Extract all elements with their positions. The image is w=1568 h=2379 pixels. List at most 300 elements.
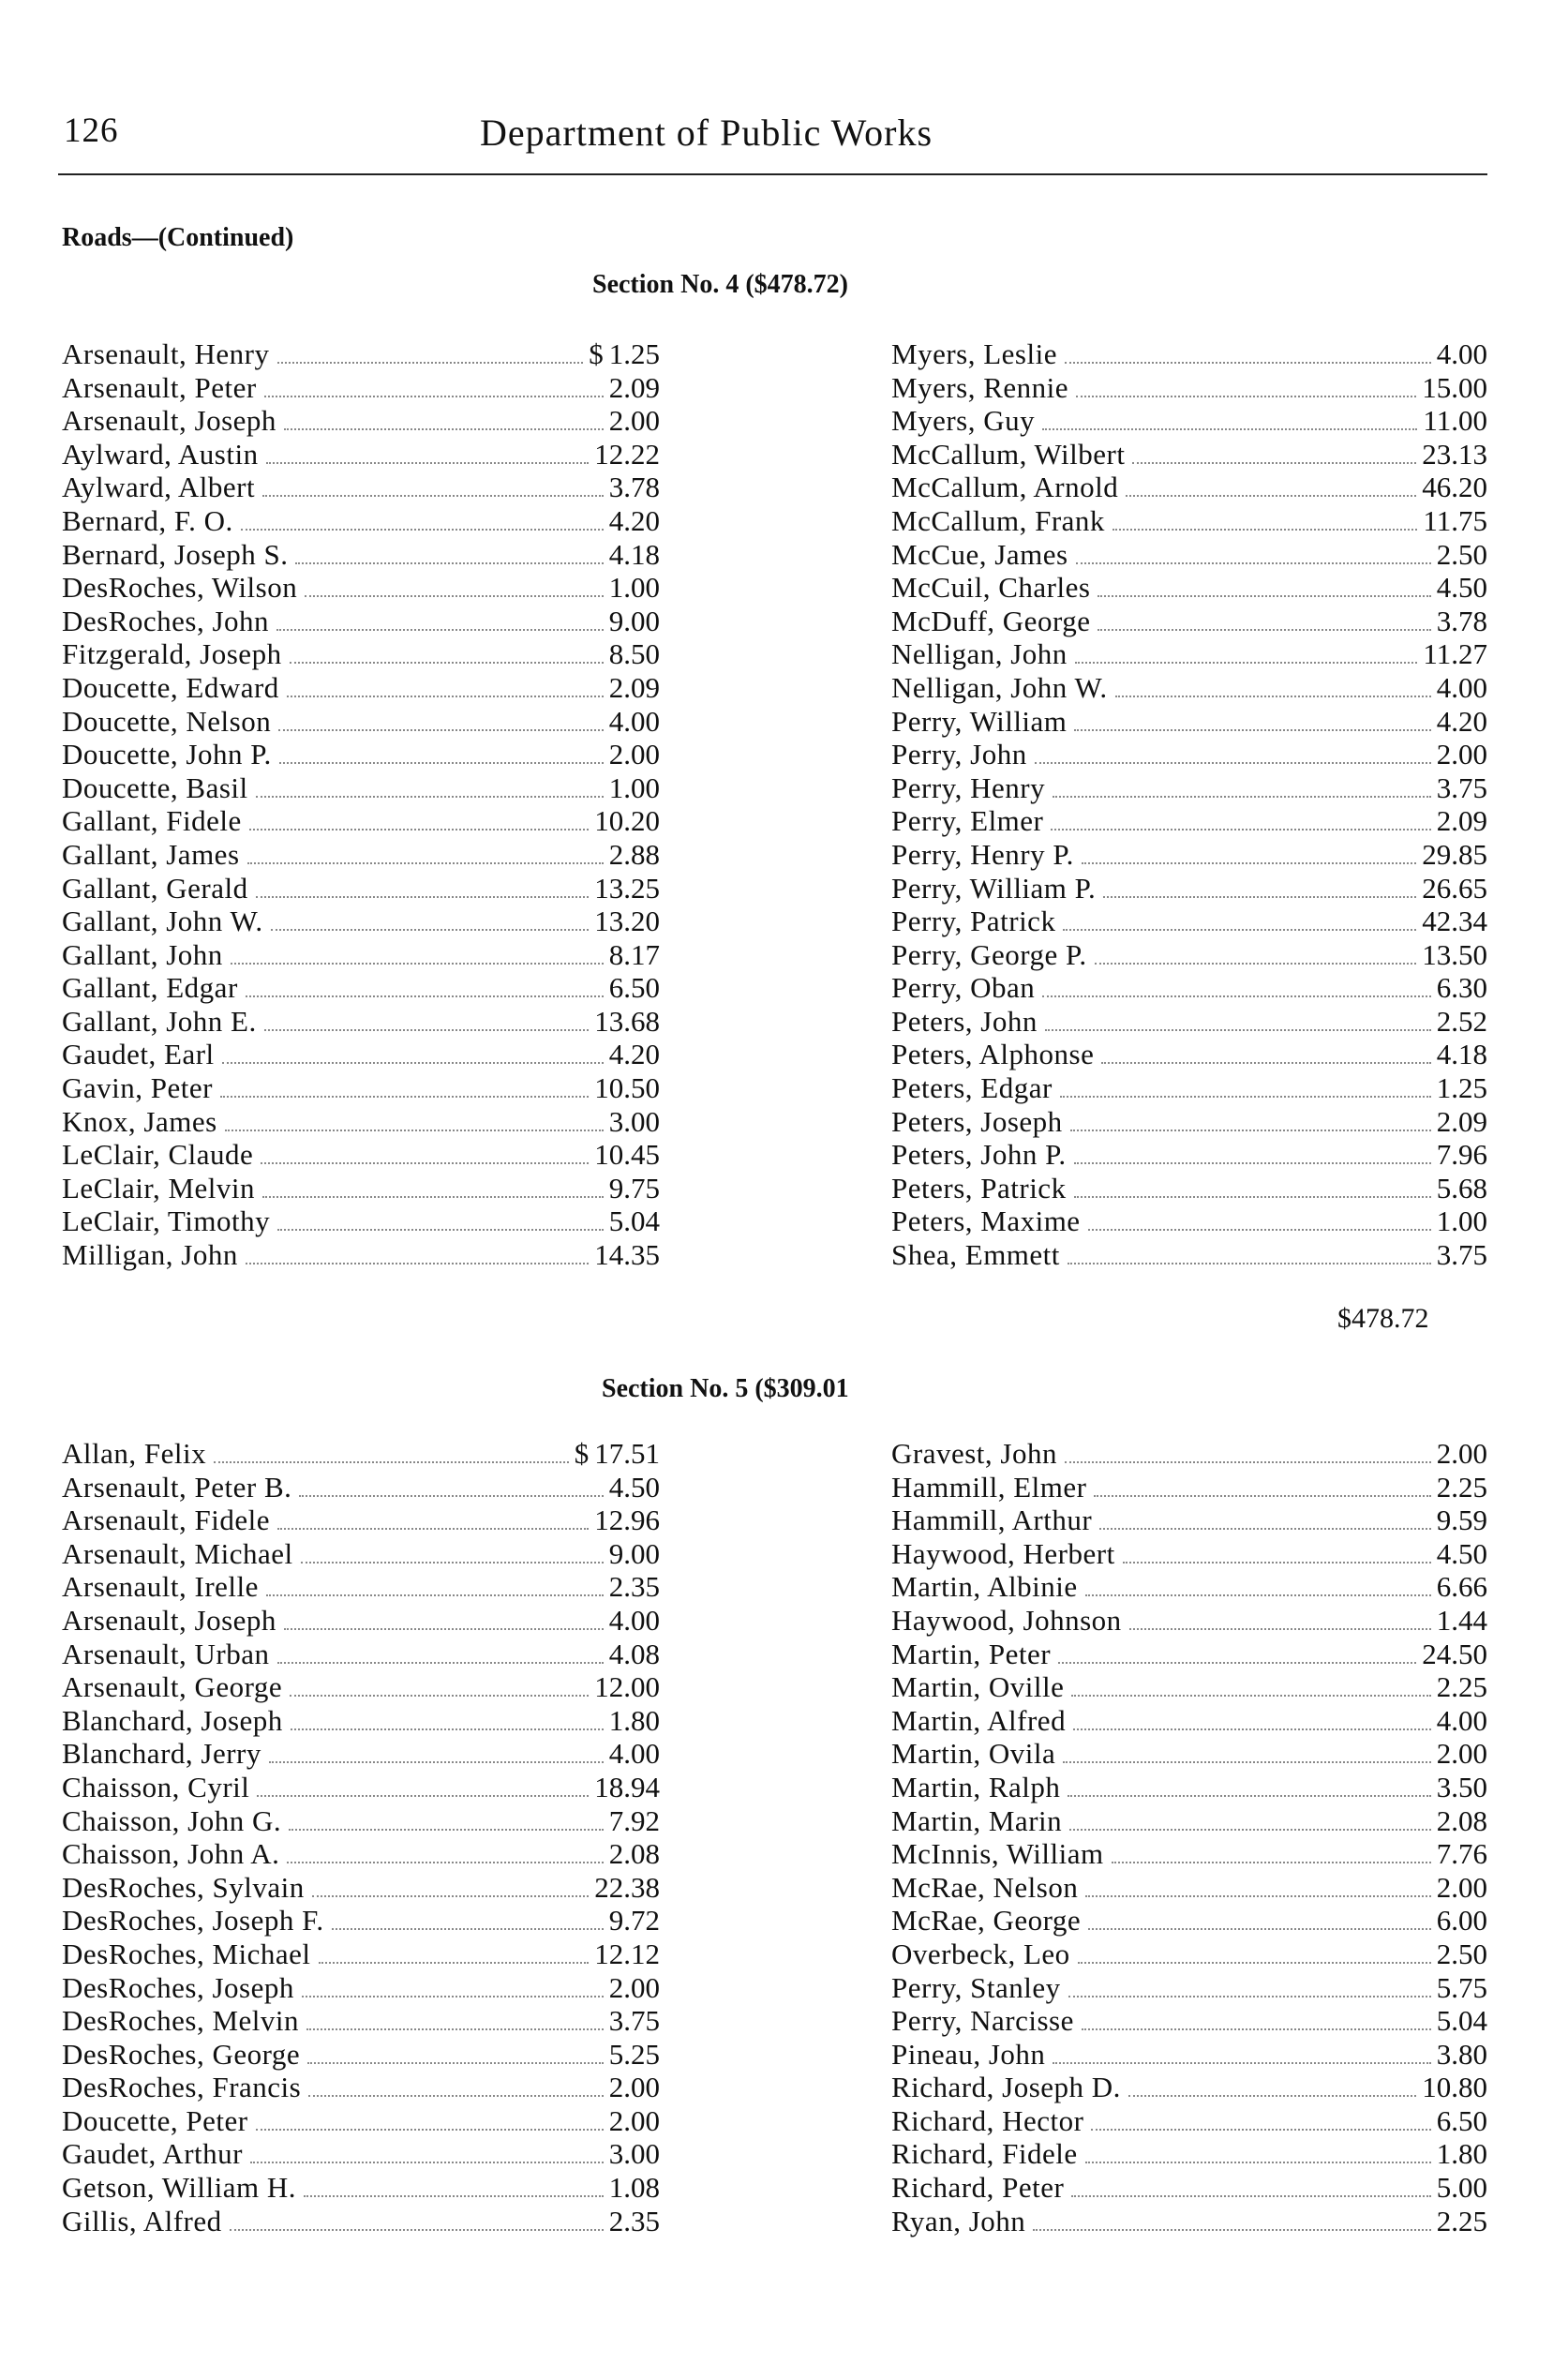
ledger-row [891, 504, 1487, 538]
dot-leader [250, 2162, 604, 2163]
dot-leader [256, 796, 604, 798]
dot-leader [1053, 2062, 1430, 2064]
ledger-row [891, 1704, 1487, 1738]
dot-leader [319, 1962, 590, 1964]
payment-amount: 2.35 [608, 1570, 660, 1604]
dot-leader [246, 995, 604, 997]
dot-leader [308, 2095, 604, 2097]
ledger-row [891, 1105, 1487, 1139]
payee-name: Martin, Oville [891, 1670, 1065, 1704]
payee-name: Gaudet, Earl [62, 1038, 215, 1071]
dot-leader [1068, 1795, 1430, 1797]
payee-name: Perry, William P. [891, 871, 1097, 905]
ledger-row [62, 504, 660, 538]
ledger-row [62, 1038, 660, 1071]
payee-name: Arsenault, Fidele [62, 1504, 271, 1537]
dot-leader [1068, 1263, 1431, 1264]
payment-amount: 3.00 [608, 2137, 660, 2171]
ledger-row [62, 1437, 660, 1471]
dot-leader [1098, 595, 1430, 597]
payee-name: Martin, Marin [891, 1803, 1063, 1837]
payment-amount: 29.85 [1422, 837, 1487, 871]
dot-leader [1076, 562, 1431, 564]
ledger-row [891, 538, 1487, 572]
payment-amount: 1.00 [608, 771, 660, 804]
dot-leader [1045, 1029, 1431, 1031]
ledger-row [62, 1471, 660, 1504]
dot-leader [1069, 1829, 1431, 1831]
ledger-row [891, 1638, 1487, 1671]
dot-leader [1123, 1562, 1431, 1564]
payee-name: Doucette, John P. [62, 738, 272, 771]
ledger-row [62, 2104, 660, 2138]
dot-leader [1098, 629, 1430, 631]
payment-amount: 2.52 [1436, 1004, 1487, 1038]
payee-name: Shea, Emmett [891, 1238, 1060, 1272]
ledger-row [891, 337, 1487, 371]
ledger-row [62, 637, 660, 671]
payee-name: Doucette, Nelson [62, 704, 272, 738]
payment-amount: 1.25 [1436, 1071, 1487, 1105]
ledger-row [62, 1105, 660, 1139]
payee-name: Perry, Oban [891, 971, 1036, 1005]
dot-leader [269, 1761, 604, 1763]
payee-name: Perry, Henry P. [891, 837, 1074, 871]
payee-name: Perry, William [891, 704, 1068, 738]
dot-leader [332, 1928, 604, 1930]
payee-name: Myers, Guy [891, 404, 1036, 438]
ledger-row [62, 438, 660, 471]
dot-leader [1042, 428, 1417, 430]
ledger-row [891, 1537, 1487, 1571]
payee-name: Gallant, James [62, 837, 240, 871]
payment-amount: 12.96 [594, 1504, 660, 1537]
header-rule [58, 173, 1487, 175]
payee-name: Gallant, Gerald [62, 871, 248, 905]
ledger-row [891, 1804, 1487, 1838]
ledger-row [891, 371, 1487, 405]
dot-leader [1065, 1461, 1431, 1463]
payment-amount: 1.25 [608, 337, 660, 370]
payment-amount: 24.50 [1422, 1637, 1487, 1670]
payee-name: Aylward, Austin [62, 437, 259, 471]
dot-leader [289, 1829, 604, 1831]
ledger-row [891, 637, 1487, 671]
ledger-row [891, 838, 1487, 872]
dot-leader [1033, 2229, 1430, 2231]
dot-leader [1129, 1628, 1431, 1630]
dot-leader [271, 929, 590, 931]
payee-name: Peters, John [891, 1004, 1038, 1038]
payee-name: Hammill, Arthur [891, 1504, 1093, 1537]
ledger-row [891, 1038, 1487, 1071]
dot-leader [1095, 963, 1417, 965]
ledger-row [891, 605, 1487, 638]
ledger-row [891, 705, 1487, 739]
payee-name: Richard, Joseph D. [891, 2071, 1121, 2104]
ledger-row [891, 2038, 1487, 2072]
payee-name: DesRoches, Wilson [62, 571, 298, 605]
payee-name: Doucette, Edward [62, 670, 279, 704]
dot-leader [246, 1263, 589, 1264]
payment-amount: 4.50 [1436, 571, 1487, 605]
payee-name: Milligan, John [62, 1238, 238, 1272]
dot-leader [214, 1461, 569, 1463]
payment-amount: 12.12 [594, 1937, 660, 1970]
payment-amount: 1.08 [608, 2171, 660, 2205]
ledger-row [891, 471, 1487, 504]
payee-name: Peters, John P. [891, 1138, 1067, 1172]
continued-label: Roads—(Continued) [62, 223, 294, 252]
payee-name: DesRoches, George [62, 2037, 301, 2071]
ledger-row [62, 2171, 660, 2205]
ledger-row [62, 337, 660, 371]
payee-name: Allan, Felix [62, 1437, 207, 1470]
ledger-row [62, 804, 660, 838]
ledger-row [891, 671, 1487, 705]
dot-leader [277, 362, 584, 364]
payment-amount: 2.00 [608, 2103, 660, 2137]
payment-amount: 8.17 [608, 937, 660, 971]
ledger-row [891, 1071, 1487, 1105]
payee-name: Arsenault, Peter B. [62, 1470, 292, 1504]
payee-name: Arsenault, Peter [62, 370, 257, 404]
payee-name: Peters, Maxime [891, 1204, 1081, 1238]
dot-leader [277, 1528, 589, 1530]
payment-amount: 2.25 [1436, 2204, 1487, 2237]
payee-name: Martin, Ralph [891, 1770, 1061, 1803]
dot-leader [295, 562, 603, 564]
payee-name: Arsenault, George [62, 1670, 283, 1704]
ledger-row [62, 1638, 660, 1671]
ledger-row [62, 1771, 660, 1804]
dot-leader [279, 762, 604, 764]
ledger-row [891, 438, 1487, 471]
ledger-row [891, 1604, 1487, 1638]
ledger-row [62, 1871, 660, 1905]
payee-name: McCallum, Frank [891, 503, 1105, 537]
ledger-row [62, 1938, 660, 1971]
dot-leader [1082, 862, 1416, 864]
ledger-row [891, 2004, 1487, 2038]
payee-name: Overbeck, Leo [891, 1937, 1070, 1970]
dot-leader [1068, 1996, 1431, 1997]
dot-leader [231, 963, 604, 965]
payment-amount: 4.18 [608, 537, 660, 571]
ledger-row [62, 1804, 660, 1838]
payment-amount: 2.88 [608, 837, 660, 871]
ledger-row [891, 1837, 1487, 1871]
payee-name: Richard, Hector [891, 2103, 1084, 2137]
payee-name: Bernard, F. O. [62, 503, 233, 537]
ledger-row [62, 1904, 660, 1938]
payee-name: DesRoches, Michael [62, 1937, 311, 1970]
payee-name: Perry, John [891, 738, 1027, 771]
dot-leader [262, 1196, 604, 1198]
payee-name: Peters, Alphonse [891, 1038, 1095, 1071]
payee-name: Aylward, Albert [62, 471, 256, 504]
dot-leader [241, 529, 604, 531]
dot-leader [220, 1096, 589, 1098]
dot-leader [264, 396, 604, 397]
ledger-row [62, 2205, 660, 2238]
dot-leader [257, 1795, 589, 1797]
payment-amount: 9.00 [608, 1536, 660, 1570]
payee-name: McRae, Nelson [891, 1870, 1079, 1904]
payee-name: Arsenault, Henry [62, 337, 270, 370]
ledger-row [62, 938, 660, 972]
ledger-row [62, 1172, 660, 1205]
dot-leader [1074, 1196, 1431, 1198]
payment-amount: 5.25 [608, 2037, 660, 2071]
ledger-row [62, 872, 660, 905]
payment-amount: 2.08 [1436, 1803, 1487, 1837]
dot-leader [1103, 896, 1416, 898]
payment-amount: 3.75 [608, 2004, 660, 2038]
dot-leader [225, 1130, 604, 1131]
ledger-row [891, 1670, 1487, 1704]
dot-leader [1085, 1895, 1430, 1897]
payee-name: Chaisson, John G. [62, 1803, 282, 1837]
dot-leader [1094, 1495, 1430, 1497]
dot-leader [1088, 1229, 1431, 1231]
ledger-row [62, 471, 660, 504]
page-number: 126 [64, 112, 119, 150]
dot-leader [1112, 1862, 1431, 1863]
ledger-row [891, 905, 1487, 938]
dot-leader [1074, 729, 1430, 731]
payee-name: Perry, Henry [891, 771, 1046, 804]
payment-amount: 2.00 [608, 404, 660, 438]
payment-amount: 4.50 [1436, 1536, 1487, 1570]
ledger-row [62, 705, 660, 739]
ledger-row [62, 971, 660, 1005]
payee-name: Myers, Rennie [891, 370, 1069, 404]
payee-name: Nelligan, John W. [891, 670, 1108, 704]
payee-name: Getson, William H. [62, 2171, 296, 2205]
payment-amount: 4.20 [608, 503, 660, 537]
payment-amount: 4.18 [1436, 1038, 1487, 1071]
section-5-right-column [891, 1437, 1487, 2237]
payee-name: McCuil, Charles [891, 571, 1091, 605]
payment-amount: 4.20 [1436, 704, 1487, 738]
payee-name: DesRoches, Sylvain [62, 1870, 305, 1904]
ledger-row [891, 804, 1487, 838]
dot-leader [261, 1162, 589, 1164]
payee-name: DesRoches, Joseph F. [62, 1904, 324, 1938]
dot-leader [278, 729, 604, 731]
payment-amount: 7.96 [1436, 1138, 1487, 1172]
ledger-row [891, 738, 1487, 771]
dot-leader [1060, 1096, 1431, 1098]
ledger-row [62, 1604, 660, 1638]
ledger-row [62, 571, 660, 605]
payee-name: Arsenault, Urban [62, 1637, 270, 1670]
ledger-row [62, 538, 660, 572]
dot-leader [1085, 2162, 1431, 2163]
dot-leader [1074, 1162, 1431, 1164]
ledger-row [891, 872, 1487, 905]
payee-name: Peters, Joseph [891, 1104, 1063, 1138]
dot-leader [290, 662, 604, 664]
dot-leader [304, 2195, 604, 2197]
payee-name: DesRoches, Melvin [62, 2004, 300, 2038]
dot-leader [277, 1662, 604, 1664]
payee-name: Perry, Stanley [891, 1970, 1061, 2004]
dot-leader [276, 629, 604, 631]
ledger-row [62, 1071, 660, 1105]
payment-amount: 10.80 [1422, 2071, 1487, 2104]
dot-leader [284, 1628, 604, 1630]
ledger-row [62, 1670, 660, 1704]
dot-leader [301, 1562, 604, 1564]
ledger-row [891, 1471, 1487, 1504]
payment-amount: 13.50 [1422, 937, 1487, 971]
payee-name: Haywood, Johnson [891, 1603, 1122, 1637]
payment-amount: 2.09 [608, 370, 660, 404]
ledger-row [891, 1570, 1487, 1604]
dot-leader [1128, 2095, 1416, 2097]
payment-amount: 10.50 [594, 1071, 660, 1105]
payment-amount: 3.78 [1436, 604, 1487, 637]
dot-leader [256, 2129, 604, 2131]
ledger-row [62, 838, 660, 872]
ledger-row [62, 905, 660, 938]
ledger-row [62, 1737, 660, 1771]
payee-name: Bernard, Joseph S. [62, 537, 289, 571]
payment-amount: 3.00 [608, 1104, 660, 1138]
payee-name: Blanchard, Jerry [62, 1737, 261, 1771]
payee-name: LeClair, Claude [62, 1138, 254, 1172]
payment-amount: 2.09 [1436, 804, 1487, 838]
payment-amount: 2.00 [608, 2071, 660, 2104]
payee-name: Gallant, John E. [62, 1004, 257, 1038]
ledger-row [62, 2137, 660, 2171]
payee-name: Doucette, Basil [62, 771, 248, 804]
payment-amount: 2.00 [1436, 1437, 1487, 1470]
ledger-row [891, 1971, 1487, 2005]
payment-amount: 13.68 [594, 1004, 660, 1038]
payment-amount: 6.50 [608, 971, 660, 1005]
payment-amount: 13.20 [594, 905, 660, 938]
dot-leader [1063, 1761, 1431, 1763]
dot-leader [1051, 829, 1430, 830]
payee-name: McRae, George [891, 1904, 1082, 1938]
payment-amount: 2.50 [1436, 537, 1487, 571]
payment-amount: 5.00 [1436, 2171, 1487, 2205]
page-title: Department of Public Works [480, 112, 933, 154]
payee-name: LeClair, Melvin [62, 1171, 255, 1204]
dot-leader [305, 595, 604, 597]
payment-amount: 1.44 [1436, 1603, 1487, 1637]
payment-amount: 11.75 [1423, 503, 1487, 537]
ledger-row [891, 1437, 1487, 1471]
payee-name: Martin, Ovila [891, 1737, 1056, 1771]
dot-leader [1058, 1662, 1416, 1664]
payment-amount: 6.00 [1436, 1904, 1487, 1938]
ledger-row [62, 605, 660, 638]
payee-name: Arsenault, Joseph [62, 1603, 276, 1637]
payment-amount: 7.76 [1436, 1837, 1487, 1871]
dot-leader [1053, 796, 1431, 798]
payment-amount: 5.04 [1436, 2004, 1487, 2038]
payee-name: Chaisson, John A. [62, 1837, 280, 1871]
dot-leader [1071, 2195, 1430, 2197]
dot-leader [266, 1594, 604, 1596]
dot-leader [1088, 1928, 1431, 1930]
payment-amount: 2.09 [608, 670, 660, 704]
ledger-row [891, 2137, 1487, 2171]
payee-name: Gallant, John W. [62, 905, 263, 938]
payee-name: DesRoches, John [62, 604, 270, 637]
dot-leader [1078, 1962, 1431, 1964]
payee-name: McCallum, Arnold [891, 471, 1119, 504]
payment-amount: 3.78 [608, 471, 660, 504]
dot-leader [1071, 1695, 1430, 1697]
ledger-row [62, 2004, 660, 2038]
dot-leader [1076, 396, 1416, 397]
payment-amount: 4.08 [608, 1637, 660, 1670]
payment-amount: 7.92 [608, 1803, 660, 1837]
payee-name: Perry, Narcisse [891, 2004, 1074, 2038]
dot-leader [290, 1695, 589, 1697]
payment-amount: 9.00 [608, 604, 660, 637]
ledger-row [891, 404, 1487, 438]
dot-leader [1035, 762, 1431, 764]
dot-leader [1091, 2129, 1430, 2131]
payee-name: Gravest, John [891, 1437, 1057, 1470]
payment-amount: 5.04 [608, 1204, 660, 1238]
ledger-row [62, 1971, 660, 2005]
ledger-row [891, 1504, 1487, 1537]
payment-amount: 11.27 [1423, 637, 1487, 671]
payment-amount: 14.35 [594, 1238, 660, 1272]
ledger-row [891, 1005, 1487, 1039]
payment-amount: 2.35 [608, 2204, 660, 2237]
dot-leader [256, 896, 590, 898]
dot-leader [1115, 696, 1431, 697]
dollar-sign: $ [574, 1437, 590, 1470]
payee-name: Gallant, Edgar [62, 971, 238, 1005]
payee-name: Perry, George P. [891, 937, 1087, 971]
payment-amount: 2.00 [608, 1970, 660, 2004]
payment-amount: 11.00 [1423, 404, 1487, 438]
dot-leader [264, 1029, 590, 1031]
payee-name: Gaudet, Arthur [62, 2137, 243, 2171]
payment-amount: 3.75 [1436, 1238, 1487, 1272]
payee-name: Pineau, John [891, 2037, 1046, 2071]
payment-amount: 13.25 [594, 871, 660, 905]
dot-leader [299, 1495, 603, 1497]
dot-leader [1070, 1130, 1431, 1131]
ledger-row [62, 1704, 660, 1738]
payee-name: McCallum, Wilbert [891, 437, 1126, 471]
payment-amount: 6.30 [1436, 971, 1487, 1005]
payment-amount: 2.50 [1436, 1937, 1487, 1970]
ledger-row [62, 1238, 660, 1272]
payee-name: Martin, Albinie [891, 1570, 1078, 1604]
dot-leader [249, 829, 590, 830]
section-4-right-column [891, 337, 1487, 1272]
payment-amount: 2.08 [608, 1837, 660, 1871]
ledger-row [891, 2171, 1487, 2205]
ledger-row [891, 1204, 1487, 1238]
ledger-row [891, 1871, 1487, 1905]
ledger-row [62, 371, 660, 405]
payment-amount: 9.75 [608, 1171, 660, 1204]
payment-amount: 4.00 [608, 1603, 660, 1637]
dot-leader [1099, 1528, 1431, 1530]
